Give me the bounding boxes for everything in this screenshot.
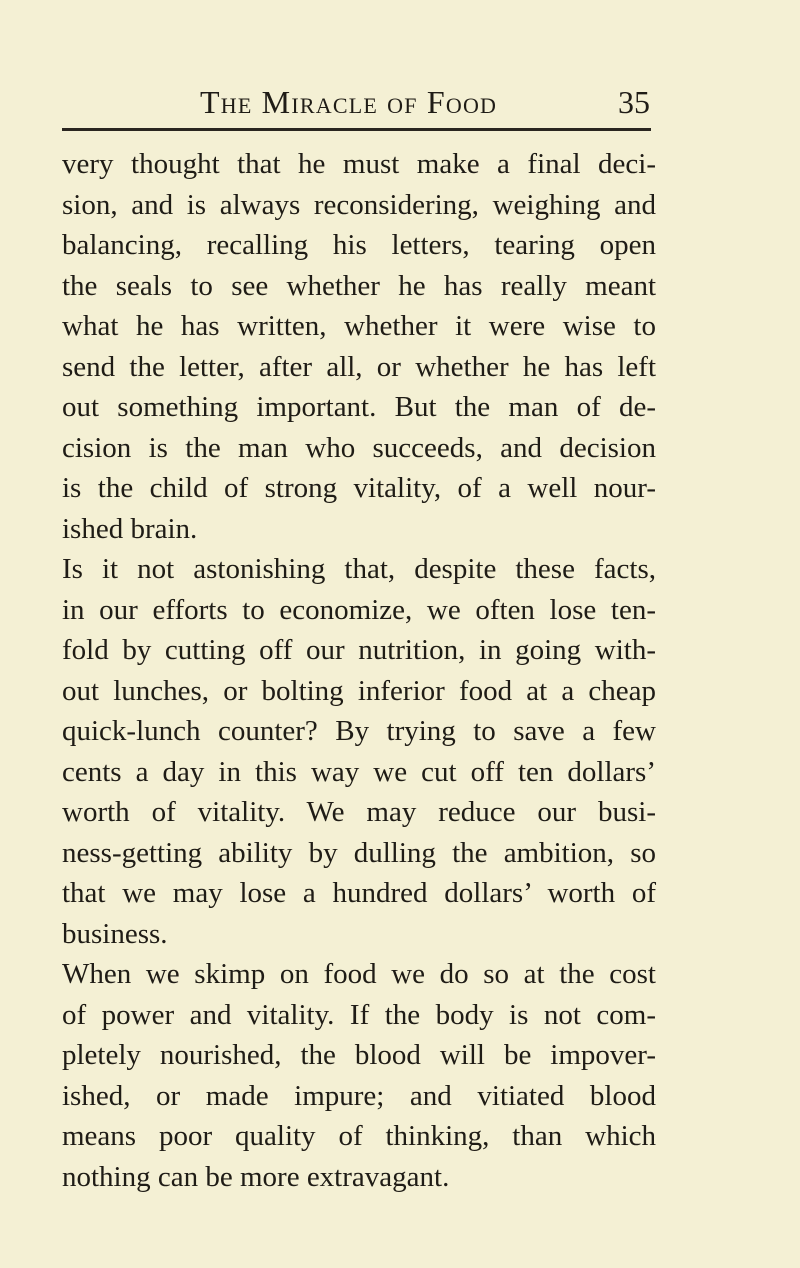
text-line: cents a day in this way we cut off ten dollars’ — [62, 755, 656, 788]
text-line: sion, and is always reconsidering, weighing and — [62, 188, 656, 221]
text-line: worth of vitality. We may reduce our busi- — [62, 796, 656, 828]
text-line: balancing, recalling his letters, tearing open — [62, 229, 656, 261]
text-line: in our efforts to economize, we often lose ten- — [62, 593, 656, 626]
paragraph-start-line: Is it not astonishing that, despite these facts, — [62, 553, 656, 585]
body-text — [62, 144, 656, 1197]
paragraph-start-line: When we skimp on food we do so at the cost — [62, 958, 656, 990]
running-title: The Miracle of Food — [200, 84, 498, 120]
text-line: the seals to see whether he has really meant — [62, 269, 656, 302]
text-line: means poor quality of thinking, than which — [62, 1120, 656, 1152]
text-line: out something important. But the man of de- — [62, 391, 656, 423]
text-line: ished, or made impure; and vitiated blood — [62, 1079, 656, 1112]
paragraph-end-line: nothing can be more extravagant. — [62, 1160, 450, 1193]
text-line: quick-lunch counter? By trying to save a few — [62, 715, 656, 747]
text-line: is the child of strong vitality, of a well nour- — [62, 472, 656, 504]
paragraph-end-line: business. — [62, 917, 168, 950]
text-line: ness-getting ability by dulling the ambition, so — [62, 836, 656, 869]
text-line: send the letter, after all, or whether he has left — [62, 350, 656, 383]
text-line: that we may lose a hundred dollars’ worth of — [62, 877, 656, 909]
paragraph-end-line: ished brain. — [62, 512, 198, 545]
text-line: what he has written, whether it were wise to — [62, 310, 656, 342]
text-line: cision is the man who succeeds, and decision — [62, 431, 656, 464]
text-line: out lunches, or bolting inferior food at a cheap — [62, 674, 656, 707]
text-line: fold by cutting off our nutrition, in going with- — [62, 634, 656, 666]
text-line: of power and vitality. If the body is not com- — [62, 998, 656, 1031]
text-line: pletely nourished, the blood will be impover- — [62, 1039, 656, 1071]
page-number: 35 — [618, 84, 650, 120]
header-rule — [62, 128, 651, 131]
text-line: very thought that he must make a final deci- — [62, 148, 656, 180]
running-head — [0, 84, 800, 132]
